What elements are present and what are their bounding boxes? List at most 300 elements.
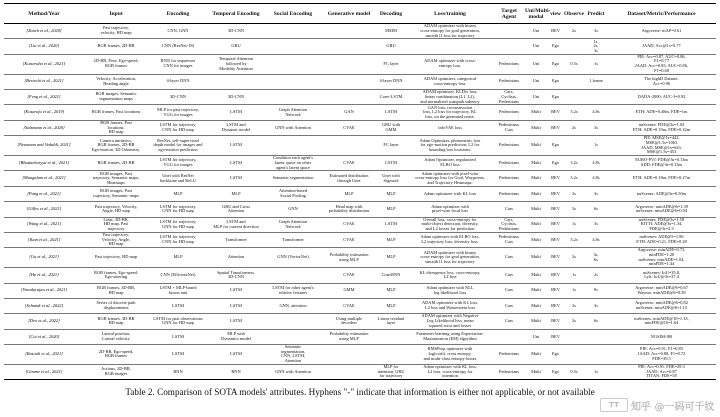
table-cell: ADAM optimizer with binary cross-entropy for goal generation, smooth l1 loss for trajectory (406, 24, 494, 39)
table-cell: BEV (548, 268, 563, 283)
table-cell: Spatial Transformers, 3D-CNN (208, 268, 264, 283)
method-cell[interactable]: [Rasouli et al., 2021] (4, 345, 84, 365)
table-cell: The highD Dataset: Acc=0.96 (607, 74, 716, 89)
method-cell[interactable]: [Kosaraju et al., 2019] (4, 105, 84, 120)
table-cell: Adam optimizer with ELBO loss, L2 trajectory loss, diversity loss. (406, 232, 494, 247)
table-cell (322, 39, 376, 54)
table-cell: BEV (548, 283, 563, 298)
table-cell: GNN (VectorNet) (264, 248, 322, 268)
table-cell: RGB frames, 2D-BB (84, 39, 148, 54)
table-cell: Cars (494, 248, 524, 268)
table-row (4, 202, 716, 217)
table-cell: 4-layer DNN (376, 74, 406, 89)
method-cell[interactable]: [Yuan et al., 2021] (4, 232, 84, 247)
table-cell: RGB frames, Past locations, HD map (84, 120, 148, 135)
table-cell (563, 39, 585, 54)
table-cell: 4.8s (585, 171, 607, 186)
table-cell: 4.8s (585, 155, 607, 170)
header-row (4, 4, 716, 24)
table-cell: LSTM for trajectory, GNN for HD map (148, 217, 208, 232)
table-cell: CNN, GNN (148, 24, 208, 39)
table-cell: Probability estimation using MLP (322, 248, 376, 268)
table-cell: LSTM (376, 217, 406, 232)
table-cell (322, 364, 376, 379)
table-cell: Multi (524, 186, 548, 201)
table-cell: 4.8s (585, 232, 607, 247)
method-cell[interactable]: [Gu et al., 2021] (4, 248, 84, 268)
method-cell[interactable]: [Deo et al., 2022] (4, 314, 84, 329)
table-cell: 4-layer DNN (148, 74, 208, 89)
watermark (600, 396, 715, 414)
table-cell: Ego (548, 155, 563, 170)
table-cell: LSTM and Dynamic model (208, 120, 264, 135)
table-cell: MLP (376, 283, 406, 298)
table-caption: Table 2. Comparison of SOTA models' attributes. Hyphens "-" indicate that information is either not applicable, or not available (125, 387, 595, 397)
table-cell: Adam optimizer with NLL log likelihood loss (406, 283, 494, 298)
table-cell: Pedestrians (494, 105, 524, 120)
table-cell: Adam optimizer with KL loss (406, 186, 494, 201)
table-cell: BEV (548, 314, 563, 329)
table-cell: 1s (585, 54, 607, 74)
table-cell: Past trajectory, Velocity, Angle, HD map (84, 202, 148, 217)
table-cell (563, 74, 585, 89)
table-cell: KL divergence loss, cross-entropy, L2 loss (406, 268, 494, 283)
table-cell: Estimated distribution through Unet (322, 171, 376, 186)
table-cell: Pedestrians (494, 186, 524, 201)
table-cell: MLP (148, 248, 208, 268)
table-cell: LSTM (208, 345, 264, 365)
table-cell: ADAM optimizer with KL loss, L2 loss and Wasserstein loss (406, 298, 494, 313)
table-cell: 1 frame (585, 74, 607, 89)
column-header: Observe (563, 4, 585, 24)
table-cell: LSTM (148, 345, 208, 365)
table-cell: 3s (585, 120, 607, 135)
column-header: Encoding (148, 4, 208, 24)
method-cell[interactable]: [Liu et al., 2020] (4, 39, 84, 54)
table-cell: BEV (548, 232, 563, 247)
table-cell: RNN (208, 364, 264, 379)
table-cell: CVAE (322, 217, 376, 232)
method-cell[interactable]: [Hu et al., 2021] (4, 268, 84, 283)
table-cell: JAAD: Acc@1s=0.77 (607, 39, 716, 54)
table-cell: Conv-LSTM (376, 89, 406, 104)
table-cell: 0.5s (563, 364, 585, 379)
table-cell: Cars, Cyclists, Pedestrians (494, 217, 524, 232)
table-cell: RGB frames, Past locations (84, 105, 148, 120)
table-cell (208, 74, 264, 89)
table-cell: MLP (376, 232, 406, 247)
table-cell: Adam optimizer with KL loss, L2 loss, cross-entropy for intention (406, 364, 494, 379)
table-body (4, 24, 716, 380)
table-cell: Cars (494, 283, 524, 298)
method-cell[interactable]: [Gimme et al., 2021] (4, 364, 84, 379)
table-row (4, 268, 716, 283)
table-cell: EURO-PVI: FDE@3s=0.13m SDD: FDE@3s=0.13m (607, 155, 716, 170)
table-row (4, 283, 716, 298)
table-cell: BEV (548, 171, 563, 186)
table-cell: 1s (563, 268, 585, 283)
table-cell: 2D-BB, Pose, Ego-speed, RGB frames (84, 54, 148, 74)
table-cell: 3.2s (563, 171, 585, 186)
table-cell: Adam Optimizer, regularized ELBO loss (406, 155, 494, 170)
table-cell: nuScenes: IoU=35.8, Lyft: IoU@3s=37.4 (607, 268, 716, 283)
table-cell: BEV (548, 329, 563, 344)
table-cell: BEV (548, 298, 563, 313)
column-header: Decoding (376, 4, 406, 24)
table-cell (264, 268, 322, 283)
table-cell: CVAE (322, 155, 376, 170)
table-cell: Ego (548, 345, 563, 365)
table-cell: GAN (322, 105, 376, 120)
table-cell: PIE: Acc=0.87, AUC=0.86, F1=0.77 JAAD: Acc=0.85, AUC=0.86, F1=0.68 (607, 54, 716, 74)
table-cell: LSTM (208, 314, 264, 329)
table-cell: Argoverse: minADE@6=0.67 Waymo: minADE@6=0.58 (607, 283, 716, 298)
table-cell: RGB images, Past trajectory, Semantic maps, Heatmaps (84, 171, 148, 186)
method-cell[interactable]: [Kotseruba et al., 2021] (4, 54, 84, 74)
table-cell: nuScenes: minADE@10=1.33, minFDE@10=1.64 (607, 314, 716, 329)
table-cell (264, 24, 322, 39)
table-cell (264, 54, 322, 74)
table-cell: Semantic segmentation (264, 171, 322, 186)
column-header: Predict (585, 4, 607, 24)
table-row (4, 136, 716, 156)
table-row (4, 232, 716, 247)
method-cell[interactable]: [Neumann and Vedaldi, 2021] (4, 136, 84, 156)
table-cell: Pedestrians (494, 171, 524, 186)
table-cell: Head map with probability distribution (322, 202, 376, 217)
method-cell[interactable]: [Cui et al., 2020] (4, 329, 84, 344)
table-cell: GRU and Cross Attention (208, 202, 264, 217)
table-cell: Cars (494, 314, 524, 329)
table-cell: MLP (322, 186, 376, 201)
table-row (4, 155, 716, 170)
table-cell: ETH: ADE=0.18m, FDE=0.27m (607, 171, 716, 186)
table-cell (322, 345, 376, 365)
method-cell[interactable]: [Wang et al., 2021] (4, 217, 84, 232)
method-cell[interactable]: [Mangalam et al., 2021] (4, 171, 84, 186)
table-cell: BEV (548, 120, 563, 135)
table-cell: MMM (376, 24, 406, 39)
table-cell: GNN with Attention (264, 120, 322, 135)
table-cell: LSTM for trajectory, CNN for HD map (148, 232, 208, 247)
table-cell: Multi (524, 136, 548, 156)
table-cell: BEV (548, 248, 563, 268)
table-cell: BEV (548, 105, 563, 120)
table-cell: 6s (585, 202, 607, 217)
table-cell (585, 329, 607, 344)
table-row (4, 329, 716, 344)
table-cell: Cars, Cyclists, Pedestrians (494, 89, 524, 104)
table-cell (563, 329, 585, 344)
table-cell: Argoverse: minADE=0.73, minFDE=1.28 nuScenes: minADE=1.04, minFDE=1.44 (607, 248, 716, 268)
table-cell (264, 314, 322, 329)
table-cell: PIE: Acc=0.91, F1=0.85 JAAD: Acc=0.88, F1=0.72 FDE=39.5 (607, 345, 716, 365)
table-cell: LSTM for trajectory, CNN for HD map (148, 202, 208, 217)
table-cell: RNN for sequences CNN for images (148, 54, 208, 74)
table-row (4, 364, 716, 379)
table-row (4, 54, 716, 74)
table-cell: BEV (548, 24, 563, 39)
table-cell: Attention-based Social Pooling (264, 186, 322, 201)
table-cell: 2s (585, 268, 607, 283)
table-row (4, 120, 716, 135)
table-cell: ADAM optimizer, categorical cross-entropy loss. (406, 74, 494, 89)
table-cell: Parameter learning using Expectation- Maximization (EM) algorithm (406, 329, 494, 344)
table-cell (264, 329, 322, 344)
table-cell: Adam optimizer with pixel-wise cross-entropy loss for Goal, Waypoints, and Trajectory Heatmaps. (406, 171, 494, 186)
table-cell: Uni (524, 89, 548, 104)
table-cell: 2s (563, 314, 585, 329)
table-cell: 3.2s (563, 155, 585, 170)
table-cell: Cars (494, 298, 524, 313)
table-cell: MLP for intention, GRU for trajectory (377, 364, 405, 379)
table-cell: LSTM (376, 105, 406, 120)
table-cell: Series of discrete path displacements (84, 298, 148, 313)
table-cell: 2D-BB, Ego-speed, RGB frames (84, 345, 148, 365)
table-cell: 2s (563, 186, 585, 201)
table-cell: LSTM (208, 171, 264, 186)
table-cell: RGB images, Past trajectory, Semantic maps (84, 186, 148, 201)
table-cell: Ego (548, 364, 563, 379)
table-cell: Multi (524, 298, 548, 313)
table-cell: Pedestrians, Cars (494, 120, 524, 135)
table-cell: ADAM optimizer with binary cross-entropy for goal generation, smooth l1 loss for trajectory (406, 248, 494, 268)
column-header: Input (84, 4, 148, 24)
table-cell (322, 89, 376, 104)
table-row (4, 345, 716, 365)
table-cell: Pedestrians, Cars (494, 232, 524, 247)
table-cell: Argoverse: minADE@6=1.39 nuScenes: minADE@6=0.94 (607, 202, 716, 217)
column-header: view (548, 4, 563, 24)
table-cell: Multi (524, 105, 548, 120)
table-cell (563, 345, 585, 365)
table-cell: Pedestrians (494, 74, 524, 89)
table-cell (406, 39, 494, 54)
table-cell: Uni (524, 24, 548, 39)
table-cell: 3.2s (563, 105, 585, 120)
method-cell[interactable]: [Pang et al., 2021] (4, 186, 84, 201)
table-row (4, 314, 716, 329)
table-row (4, 24, 716, 39)
table-cell: Uni (524, 39, 548, 54)
table-cell: 3s (585, 186, 607, 201)
table-cell: Multi (524, 217, 548, 232)
table-cell: RNN (148, 364, 208, 379)
sota-comparison-table (4, 3, 716, 380)
table-cell: FC layer (376, 54, 406, 74)
table-cell: LSTM (208, 298, 264, 313)
table-cell: MLP (208, 186, 264, 201)
method-cell[interactable]: [Bertechi et al., 2021] (4, 74, 84, 89)
table-cell: LSTM + MLP-based fusion unit (148, 283, 208, 298)
table-cell: Actions, 2D-BB, RGB images (84, 364, 148, 379)
table-cell: 3s (585, 217, 607, 232)
table-cell: Condition each agent's latent space on other agent's latent space (264, 155, 322, 170)
table-cell: 3.2s (563, 232, 585, 247)
table-cell: ADAM optimizer with Negative Log Likelihood loss, mean squared error and losses (406, 314, 494, 329)
table-cell (322, 54, 376, 74)
table-cell: nuScenes: FDE@3s=1.58 KITTI: ADE@3s=1.34, FDE@3s=2.3 (607, 217, 716, 232)
table-cell: LSTM (208, 136, 264, 156)
table-cell: MLP (376, 248, 406, 268)
table-cell: MLP (148, 186, 208, 201)
table-cell: infoVAE loss (406, 120, 494, 135)
table-cell: CVAE (322, 232, 376, 247)
table-cell: Temporal Attention followed by Modality Attention (208, 54, 264, 74)
table-cell (494, 24, 524, 39)
table-cell: CVAE (322, 120, 376, 135)
table-cell: Multi (524, 171, 548, 186)
table-cell: 3s (585, 24, 607, 39)
table-cell: Ego (548, 136, 563, 156)
table-cell: ConvRNN (376, 268, 406, 283)
table-cell: Multi (524, 364, 548, 379)
method-cell[interactable]: [Feng et al., 2021] (4, 89, 84, 104)
column-header: Method/Year (4, 4, 84, 24)
table-cell: Uni (524, 74, 548, 89)
table-cell: Multi (524, 268, 548, 283)
table-cell: Adam optimizer with pixel-wise focal loss (406, 202, 494, 217)
table-cell: BEV (548, 202, 563, 217)
table-cell: PIE: MSE@1s=442, MSE@1.5s=1063 JAAD: MSE@1s=643, MSE@1.5s=453 (607, 136, 716, 156)
table-cell: Overall loss, cross-entropy for multi-object detection, diversity, and L2 losses for prediction (406, 217, 494, 232)
table-cell: Unet with Sigmoid (376, 171, 406, 186)
table-cell: RGB frames, 2D-BB (84, 155, 148, 170)
table-cell: CNN (ResNet-18) (148, 39, 208, 54)
table-cell (264, 89, 322, 104)
table-cell: NGSIM-I80 (607, 329, 716, 344)
method-cell[interactable]: [Schmidt et al., 2022] (4, 298, 84, 313)
table-cell: Ego (548, 39, 563, 54)
table-cell: 2s (563, 24, 585, 39)
table-cell: Multi (524, 345, 548, 365)
table-cell: MLP for past trajectory, VGG for images (148, 105, 208, 120)
table-cell: LSTM (148, 329, 208, 344)
table-cell: PIE: Acc=0.91, FDE=29.3 JAAD: Acc=0.87 TITAN: FDE=58 (607, 364, 716, 379)
table-cell: Pedestrians (494, 136, 524, 156)
table-cell: Cars (494, 268, 524, 283)
table-cell: Ego (548, 89, 563, 104)
table-cell: GNN (264, 202, 322, 217)
table-cell: Argoverse: minADE@6=0.82 nuScenes: minADE@6=1.15 (607, 298, 716, 313)
table-row (4, 89, 716, 104)
table-cell: DADA-2000: AUC-J=0.92 (607, 89, 716, 104)
table-cell (264, 39, 322, 54)
table-cell: Uni (524, 329, 548, 344)
table-cell: Velocity, Acceleration, Heading angle (84, 74, 148, 89)
table-cell: 3D-CNN (148, 89, 208, 104)
table-cell: LSTM for trajectory, VGG for images (148, 155, 208, 170)
table-row (4, 248, 716, 268)
table-cell (494, 329, 524, 344)
table-cell: Probability estimation using MLP (322, 329, 376, 344)
table-cell: Pedestrians (494, 345, 524, 365)
table-cell: GRU with GMM (376, 120, 406, 135)
zhihu-logo-icon: TT (600, 398, 628, 412)
table-cell: MLP (376, 298, 406, 313)
table-cell: 2s (563, 120, 585, 135)
table-cell: MLP (376, 202, 406, 217)
table-cell: ResNet, self-supervised depth model for images and ego-motion prediction (148, 136, 208, 156)
method-cell[interactable]: [Varadarajan et al., 2021] (4, 283, 84, 298)
table-cell: 3s (585, 298, 607, 313)
table-cell: CNN (EfficientNet) (148, 268, 208, 283)
table-cell: Cars (494, 202, 524, 217)
table-row (4, 171, 716, 186)
column-header: Uni/Multi-modal (524, 4, 548, 24)
column-header: Dataset/Metric/Performance (607, 4, 716, 24)
table-cell: Pedestrians (494, 364, 524, 379)
table-cell: 1s (563, 283, 585, 298)
table-cell: GRU (376, 39, 406, 54)
table-cell: GMM (322, 283, 376, 298)
table-cell: Lateral position, Lateral velocity (84, 329, 148, 344)
table-cell: Transformer (264, 232, 322, 247)
table-cell: Pedestrians (494, 155, 524, 170)
column-header: Temporal Encoding (208, 4, 264, 24)
method-cell[interactable]: [Gilles et al., 2021] (4, 202, 84, 217)
table-row (4, 74, 716, 89)
table-cell: Past trajectory, velocity, HD map (84, 24, 148, 39)
table-cell: 1s (585, 136, 607, 156)
table-row (4, 217, 716, 232)
table-cell: 3D-CNN (208, 24, 264, 39)
column-header: Generative model (322, 4, 376, 24)
table-cell: LSTM and MLP for current direction (208, 217, 264, 232)
method-cell[interactable]: [Zanch et al., 2020] (4, 24, 84, 39)
table-cell: Multi (524, 248, 548, 268)
table-cell (585, 89, 607, 104)
table-cell: RGB frames, 3D-BB HD map (84, 314, 148, 329)
table-cell: LSTM (208, 155, 264, 170)
table-cell: Pedestrians (494, 54, 524, 74)
table-cell: 3D-CNN (208, 89, 264, 104)
method-cell[interactable]: [Bhattacharyya et al., 2021] (4, 155, 84, 170)
table-cell: GRU (208, 39, 264, 54)
table-cell: LSTM for other agent's relative features (264, 283, 322, 298)
table-cell: Multi (524, 155, 548, 170)
table-cell: MLP with Dynamics model (208, 329, 264, 344)
table-cell: RGB images, Semantic segmentation maps (84, 89, 148, 104)
table-cell: 6s (585, 314, 607, 329)
table-cell (494, 39, 524, 54)
column-header: Target Agent (494, 4, 524, 24)
table-cell: GNN with Attention (264, 364, 322, 379)
table-cell: 2s (563, 298, 585, 313)
table-cell: 2s (563, 248, 585, 268)
table-cell (563, 136, 585, 156)
table-cell: LSTM (148, 298, 208, 313)
table-cell: BEV (548, 217, 563, 232)
table-row (4, 39, 716, 54)
table-row (4, 186, 716, 201)
table-cell: Graph Attention Network (264, 105, 322, 120)
table-cell: LSTM (376, 155, 406, 170)
table-cell: Using multiple decoders (322, 314, 376, 329)
table-cell: 1s, 2s, 3s (585, 39, 607, 54)
table-cell: nuScenes: ADE@3s=0.50m (607, 186, 716, 201)
table-cell: LSTM (208, 105, 264, 120)
table-cell (322, 24, 376, 39)
table-cell: 1s (563, 217, 585, 232)
table-cell: Adam Optimizer, photometric loss for ego-motion prediction; L2 for bounding box locations. (406, 136, 494, 156)
method-cell[interactable]: [Salzmann et al., 2020] (4, 120, 84, 135)
table-cell: Lidar, 3D-BB, HD map, Past trajectory (84, 217, 148, 232)
table-cell: Ego (548, 54, 563, 74)
table-cell (563, 89, 585, 104)
table-cell: Past trajectory, HD map (84, 248, 148, 268)
table-cell: LSTM for past observations GNN for HD map (148, 314, 208, 329)
